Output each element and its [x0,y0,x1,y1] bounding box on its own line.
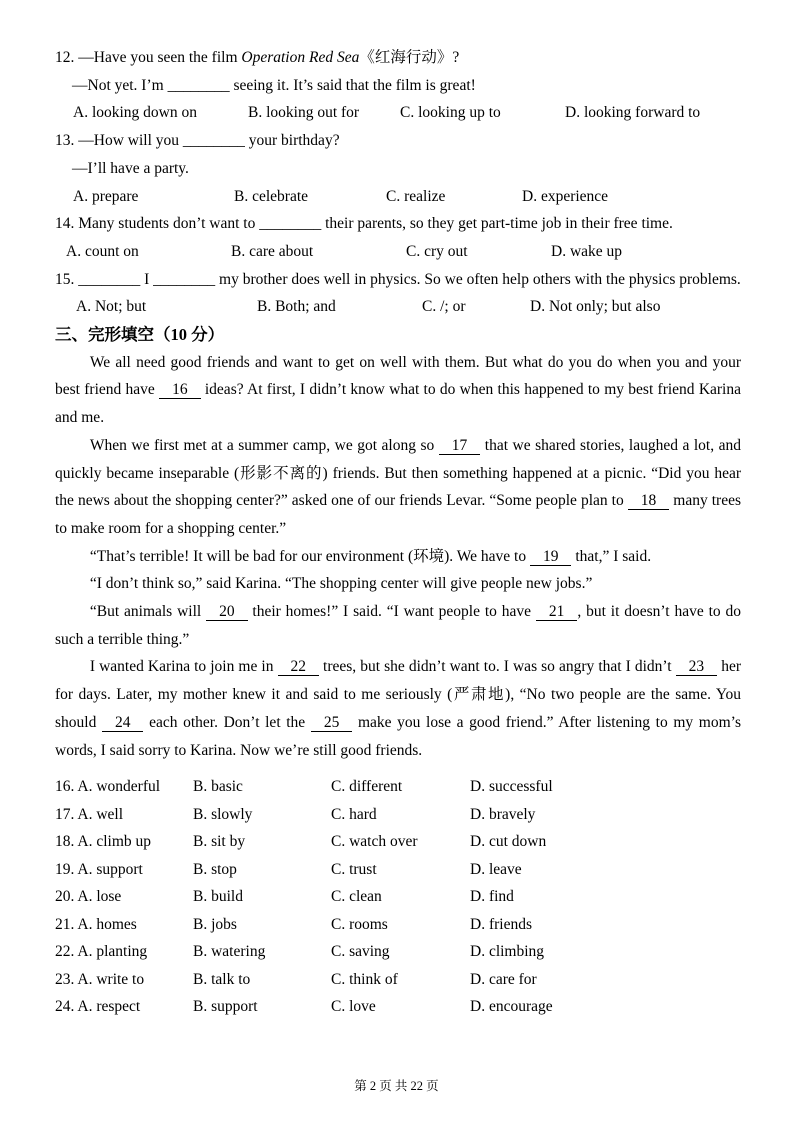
cloze-options-row [55,883,741,911]
cloze-options-row [55,828,741,856]
question-line: —Not yet. I’m ________ seeing it. It’s said that the film is great! [72,76,476,94]
cloze-blank-17: 17 [439,437,481,455]
option-d: D. experience [522,187,609,205]
option-d: D. bravely [470,805,536,823]
cloze-paragraph: “I don’t think so,” said Karina. “The shopping center will give people new jobs.” [89,575,593,593]
cloze-options-row [55,938,741,966]
option-b: B. support [193,998,258,1016]
option-a: 19. A. support [55,860,143,878]
option-c: C. watch over [331,833,418,851]
option-a: 16. A. wonderful [55,778,161,796]
option-a: A. looking down on [73,104,197,122]
cloze-paragraph: “That’s terrible! It will be bad for our environment (环境). We have to 19 that,” I said. [89,547,652,565]
cloze-options-row [55,911,741,939]
cloze-blank-23: 23 [676,658,718,676]
option-b: B. jobs [193,915,237,933]
question-14 [55,210,741,265]
option-c: C. think of [331,970,398,988]
question-12-options [55,99,741,127]
option-d: D. wake up [551,242,623,260]
option-d: D. cut down [470,833,547,851]
question-15 [55,266,741,321]
question-line: —I’ll have a party. [72,159,189,177]
option-a: A. Not; but [76,298,147,316]
multiple-choice-questions [55,44,741,321]
question-12 [55,44,741,127]
question-14-options [55,238,741,266]
option-d: D. looking forward to [565,104,701,122]
option-d: D. friends [470,915,532,933]
cloze-blank-19: 19 [530,548,572,566]
option-b: B. stop [193,860,237,878]
option-a: 17. A. well [55,805,124,823]
option-b: B. talk to [193,970,251,988]
section-header: 三、完形填空（10 分） [55,325,225,345]
option-b: B. celebrate [234,187,309,205]
page-number: 第 2 页 共 22 页 [354,1079,439,1093]
option-c: C. /; or [422,298,466,316]
cloze-blank-22: 22 [278,658,320,676]
cloze-options-row [55,773,741,801]
option-a: A. count on [66,242,139,260]
option-b: B. build [193,888,243,906]
option-d: D. find [470,888,514,906]
option-d: D. leave [470,860,522,878]
cloze-blank-24: 24 [102,714,144,732]
option-b: B. looking out for [248,104,360,122]
option-b: B. care about [231,242,314,260]
cloze-options-row [55,966,741,994]
cloze-blank-20: 20 [206,603,248,621]
question-15-options [55,293,741,321]
option-b: B. slowly [193,805,253,823]
option-d: D. climbing [470,943,545,961]
cloze-paragraph: When we first met at a summer camp, we got along so 17 that we shared stories, laughed a lot, and quickly became inseparable (形影不离的) friends. But then something happened at a picnic. “Did you hear the news about the shopping center?” asked one of our friends Levar. “Some people plan to 18 many trees to make room for a shopping center.” [55,436,741,537]
option-c: C. realize [386,187,446,205]
option-a: 23. A. write to [55,970,145,988]
option-a: 18. A. climb up [55,833,152,851]
option-a: 22. A. planting [55,943,148,961]
cloze-options-table [55,773,741,1021]
option-d: D. care for [470,970,537,988]
cloze-blank-25: 25 [311,714,353,732]
question-line: 13. —How will you ________ your birthday? [55,132,340,150]
option-a: 21. A. homes [55,915,137,933]
option-b: B. watering [193,943,266,961]
cloze-options-row [55,993,741,1021]
option-c: C. love [331,998,376,1016]
cloze-blank-16: 16 [159,381,201,399]
cloze-options-row [55,856,741,884]
film-title: Operation Red Sea [241,49,360,66]
option-c: C. looking up to [400,104,501,122]
option-a: A. prepare [73,187,139,205]
cloze-blank-18: 18 [628,492,670,510]
option-c: C. trust [331,860,377,878]
question-line: 12. —Have you seen the film Operation Red Sea《红海行动》? [55,49,460,66]
option-d: D. Not only; but also [530,298,661,316]
cloze-options-row [55,801,741,829]
option-c: C. saving [331,943,390,961]
option-b: B. sit by [193,833,246,851]
cloze-paragraph: “But animals will 20 their homes!” I said. “I want people to have 21 , but it doesn’t have to do such a terrible thing.” [55,603,741,648]
question-line: 14. Many students don’t want to ________ their parents, so they get part-time job in their free time. [55,215,673,233]
question-line: 15. ________ I ________ my brother does well in physics. So we often help others with the physics problems. [55,270,741,288]
cloze-paragraph: We all need good friends and want to get on well with them. But what do you do when you and your best friend have 16 ideas? At first, I didn’t know what to do when this happened to my best friend Karina and me. [55,353,741,427]
page-footer [0,1078,793,1094]
option-c: C. clean [331,888,382,906]
option-a: 24. A. respect [55,998,141,1016]
cloze-paragraph: I wanted Karina to join me in 22 trees, but she didn’t want to. I was so angry that I didn’t 23 her for days. Later, my mother knew it and said to me seriously (严肃地), “No two people are the same. You should 24 each other. Don’t let the 25 make you lose a good friend.” After listening to my mom’s words, I said sorry to Karina. Now we’re still good friends. [55,658,741,759]
option-d: D. successful [470,778,553,796]
option-d: D. encourage [470,998,553,1016]
option-c: C. rooms [331,915,388,933]
cloze-blank-21: 21 [536,603,578,621]
question-13 [55,127,741,210]
question-13-options [55,183,741,211]
option-b: B. basic [193,778,243,796]
option-c: C. different [331,778,403,796]
option-a: 20. A. lose [55,888,122,906]
cloze-passage [55,349,741,765]
page-content [55,44,741,1021]
option-c: C. cry out [406,242,468,260]
option-b: B. Both; and [257,298,336,316]
option-c: C. hard [331,805,377,823]
